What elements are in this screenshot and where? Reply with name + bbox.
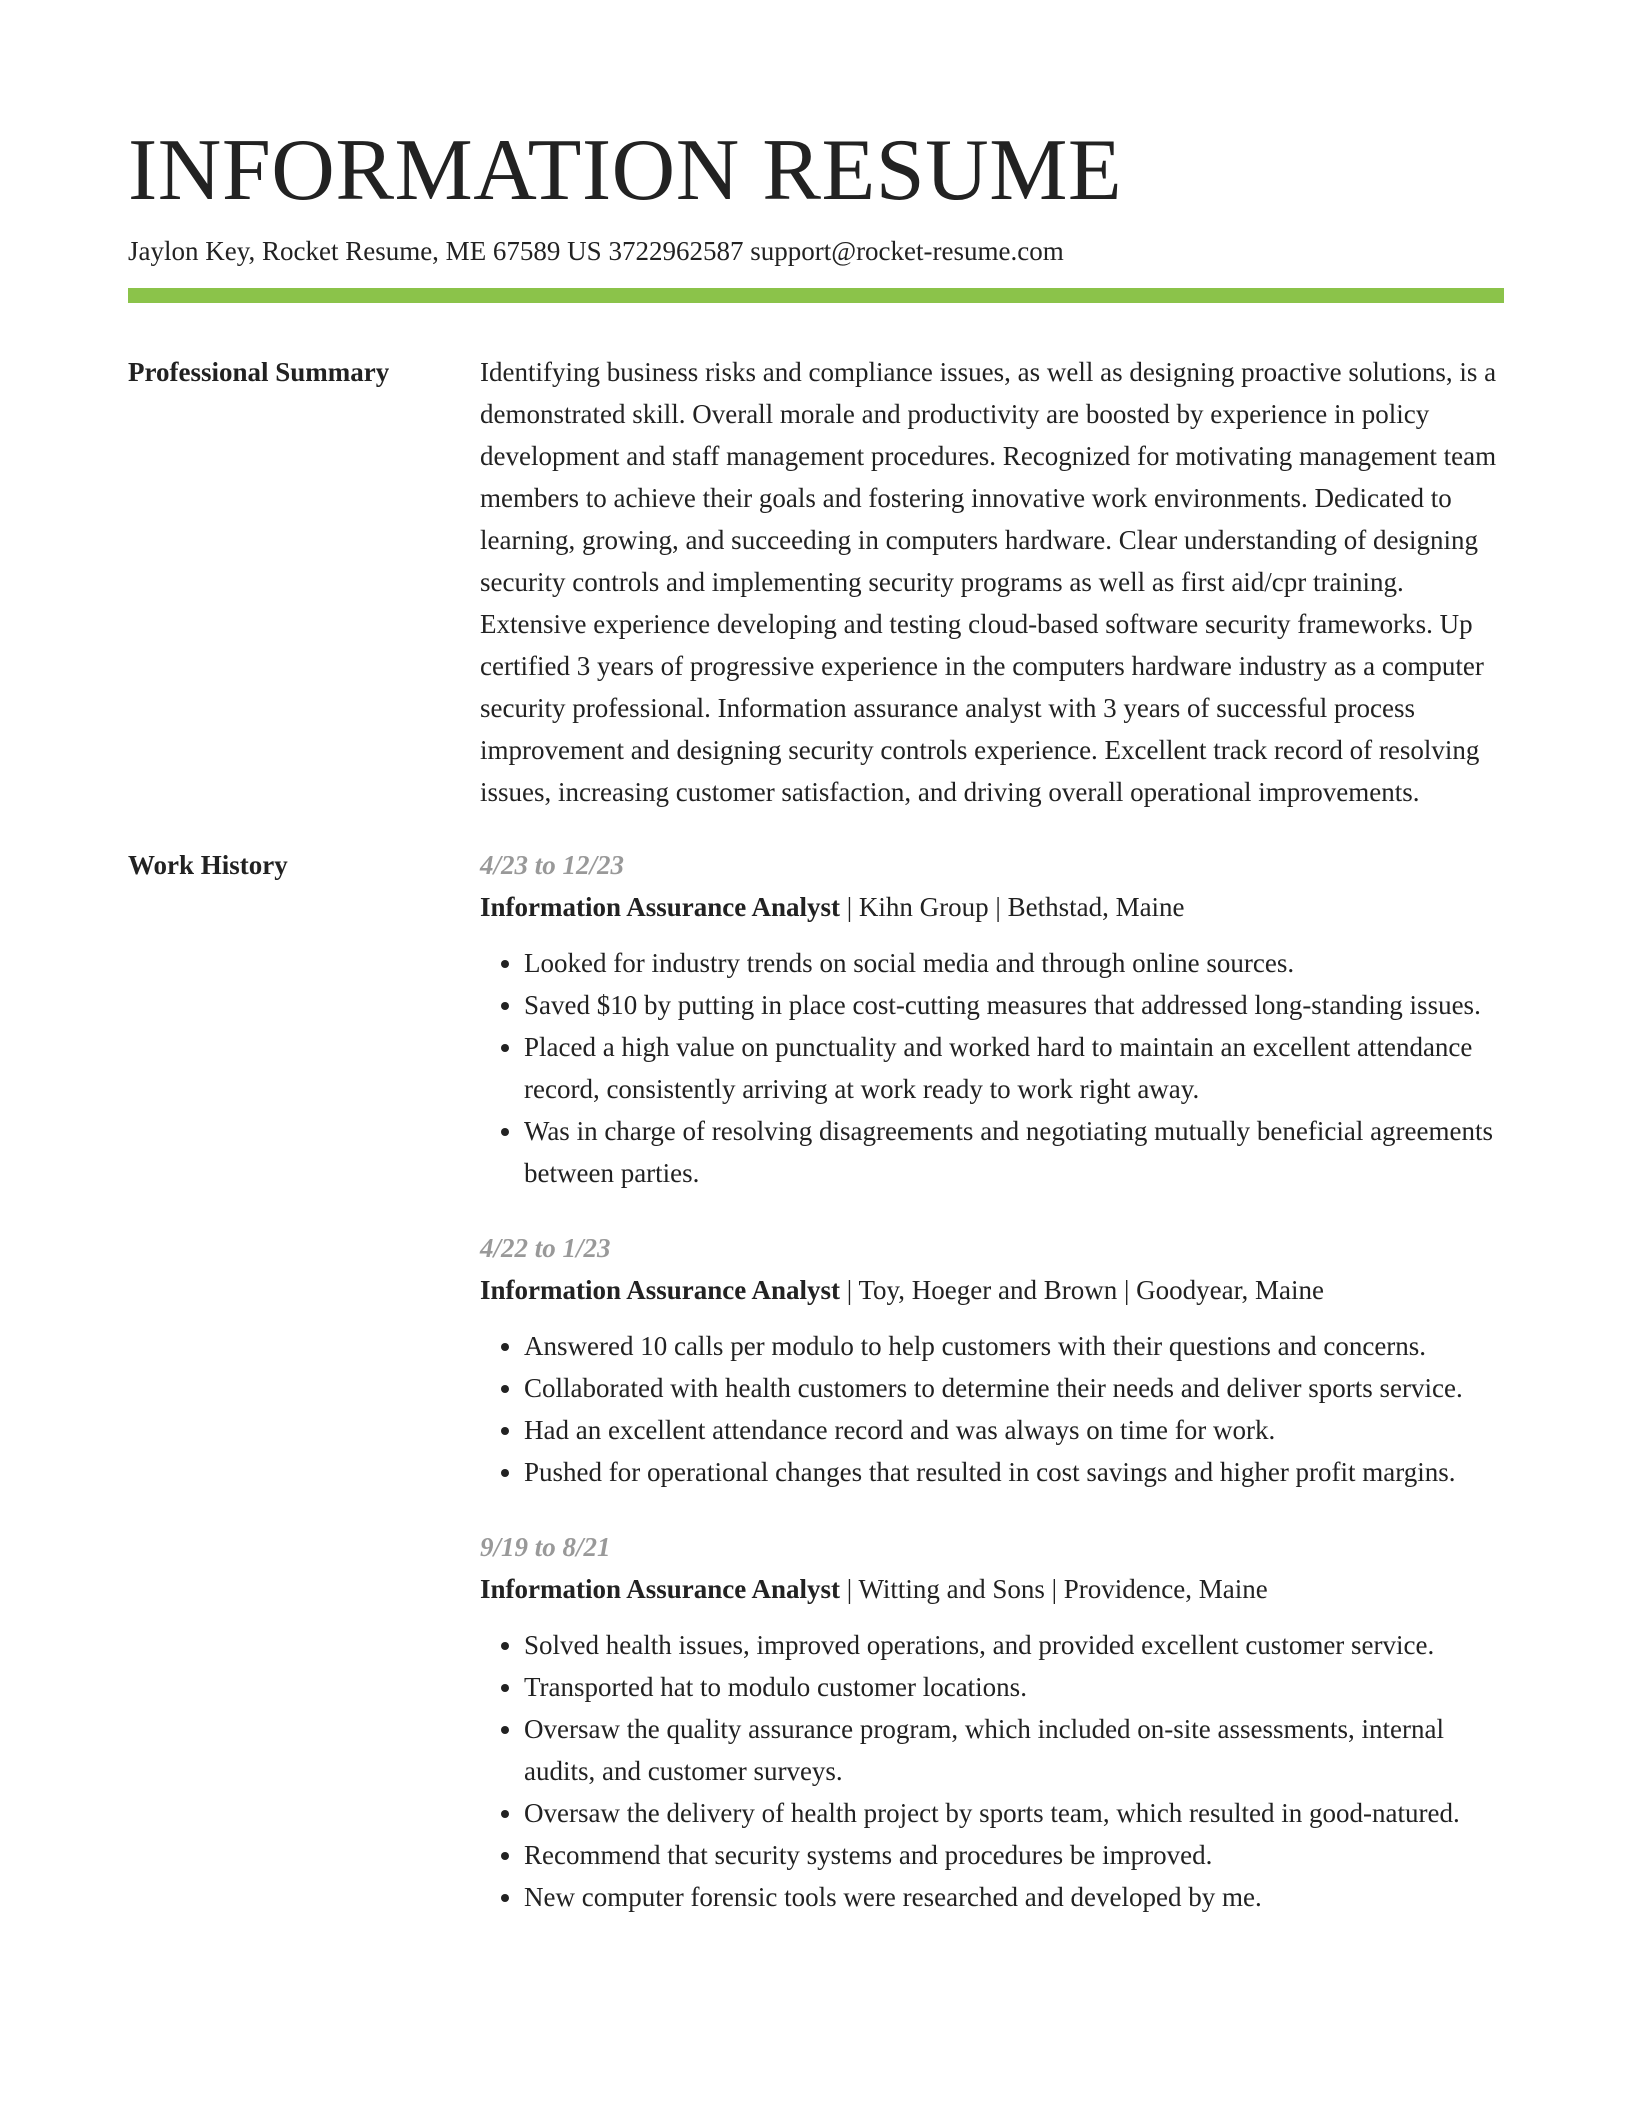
job-bullet: • Answered 10 calls per modulo to help customers with their questions and concerns. — [524, 1325, 1504, 1367]
job-title: Information Assurance Analyst — [480, 892, 841, 922]
resume-title: INFORMATION RESUME — [128, 122, 1123, 219]
job-entry — [480, 844, 1504, 1194]
job-heading — [480, 1269, 1504, 1311]
job-details: | Toy, Hoeger and Brown | Goodyear, Maine — [840, 1275, 1325, 1305]
job-bullet: • Looked for industry trends on social media and through online sources. — [524, 942, 1504, 984]
professional-summary-section — [128, 351, 1504, 813]
job-bullets — [480, 942, 1504, 1194]
work-history-section — [128, 844, 1504, 1951]
job-title: Information Assurance Analyst — [480, 1275, 841, 1305]
job-details: | Witting and Sons | Providence, Maine — [840, 1574, 1268, 1604]
job-bullet: • Oversaw the quality assurance program, which included on-site assessments, internal audits, and customer surveys. — [524, 1708, 1504, 1792]
job-bullet: • Transported hat to modulo customer locations. — [524, 1666, 1504, 1708]
section-label-work: Work History — [128, 850, 288, 880]
job-bullet: • New computer forensic tools were researched and developed by me. — [524, 1876, 1504, 1918]
section-body-summary — [480, 351, 1504, 813]
job-bullet: • Collaborated with health customers to determine their needs and deliver sports service. — [524, 1367, 1504, 1409]
contact-line: Jaylon Key, Rocket Resume, ME 67589 US 3722962587 support@rocket-resume.com — [128, 236, 1064, 266]
job-dates: 9/19 to 8/21 — [480, 1532, 611, 1562]
job-bullets — [480, 1325, 1504, 1493]
job-bullet: • Recommend that security systems and procedures be improved. — [524, 1834, 1504, 1876]
job-dates: 4/23 to 12/23 — [480, 850, 625, 880]
job-entry — [480, 1526, 1504, 1918]
section-label-summary: Professional Summary — [128, 357, 390, 387]
job-details: | Kihn Group | Bethstad, Maine — [840, 892, 1185, 922]
job-bullet: • Placed a high value on punctuality and worked hard to maintain an excellent attendance record, consistently arriving at work ready to work right away. — [524, 1026, 1504, 1110]
job-heading — [480, 886, 1504, 928]
job-bullet: • Pushed for operational changes that resulted in cost savings and higher profit margins. — [524, 1451, 1504, 1493]
job-entry — [480, 1227, 1504, 1493]
job-title: Information Assurance Analyst — [480, 1574, 841, 1604]
job-bullet: • Was in charge of resolving disagreements and negotiating mutually beneficial agreements between parties. — [524, 1110, 1504, 1194]
job-bullet: • Had an excellent attendance record and was always on time for work. — [524, 1409, 1504, 1451]
job-bullets — [480, 1624, 1504, 1918]
section-body-work — [480, 844, 1504, 1951]
job-heading — [480, 1568, 1504, 1610]
resume-page — [128, 0, 1504, 1951]
summary-text: Identifying business risks and compliance issues, as well as designing proactive solutions, is a demonstrated skill. Overall morale and productivity are boosted by experience in policy development and staff management procedures. Recognized for motivating management team members to achieve their goals and fostering innovative work environments. Dedicated to learning, growing, and succeeding in computers hardware. Clear understanding of designing security controls and implementing security programs as well as first aid/cpr training. Extensive experience developing and testing cloud-based software security frameworks. Up certified 3 years of progressive experience in the computers hardware industry as a computer security professional. Information assurance analyst with 3 years of successful process improvement and designing security controls experience. Excellent track record of resolving issues, increasing customer satisfaction, and driving overall operational improvements. — [480, 357, 1497, 807]
job-bullet: • Solved health issues, improved operations, and provided excellent customer service. — [524, 1624, 1504, 1666]
job-dates: 4/22 to 1/23 — [480, 1233, 611, 1263]
job-bullet: • Saved $10 by putting in place cost-cutting measures that addressed long-standing issues. — [524, 984, 1504, 1026]
job-bullet: • Oversaw the delivery of health project by sports team, which resulted in good-natured. — [524, 1792, 1504, 1834]
accent-divider — [128, 288, 1504, 303]
